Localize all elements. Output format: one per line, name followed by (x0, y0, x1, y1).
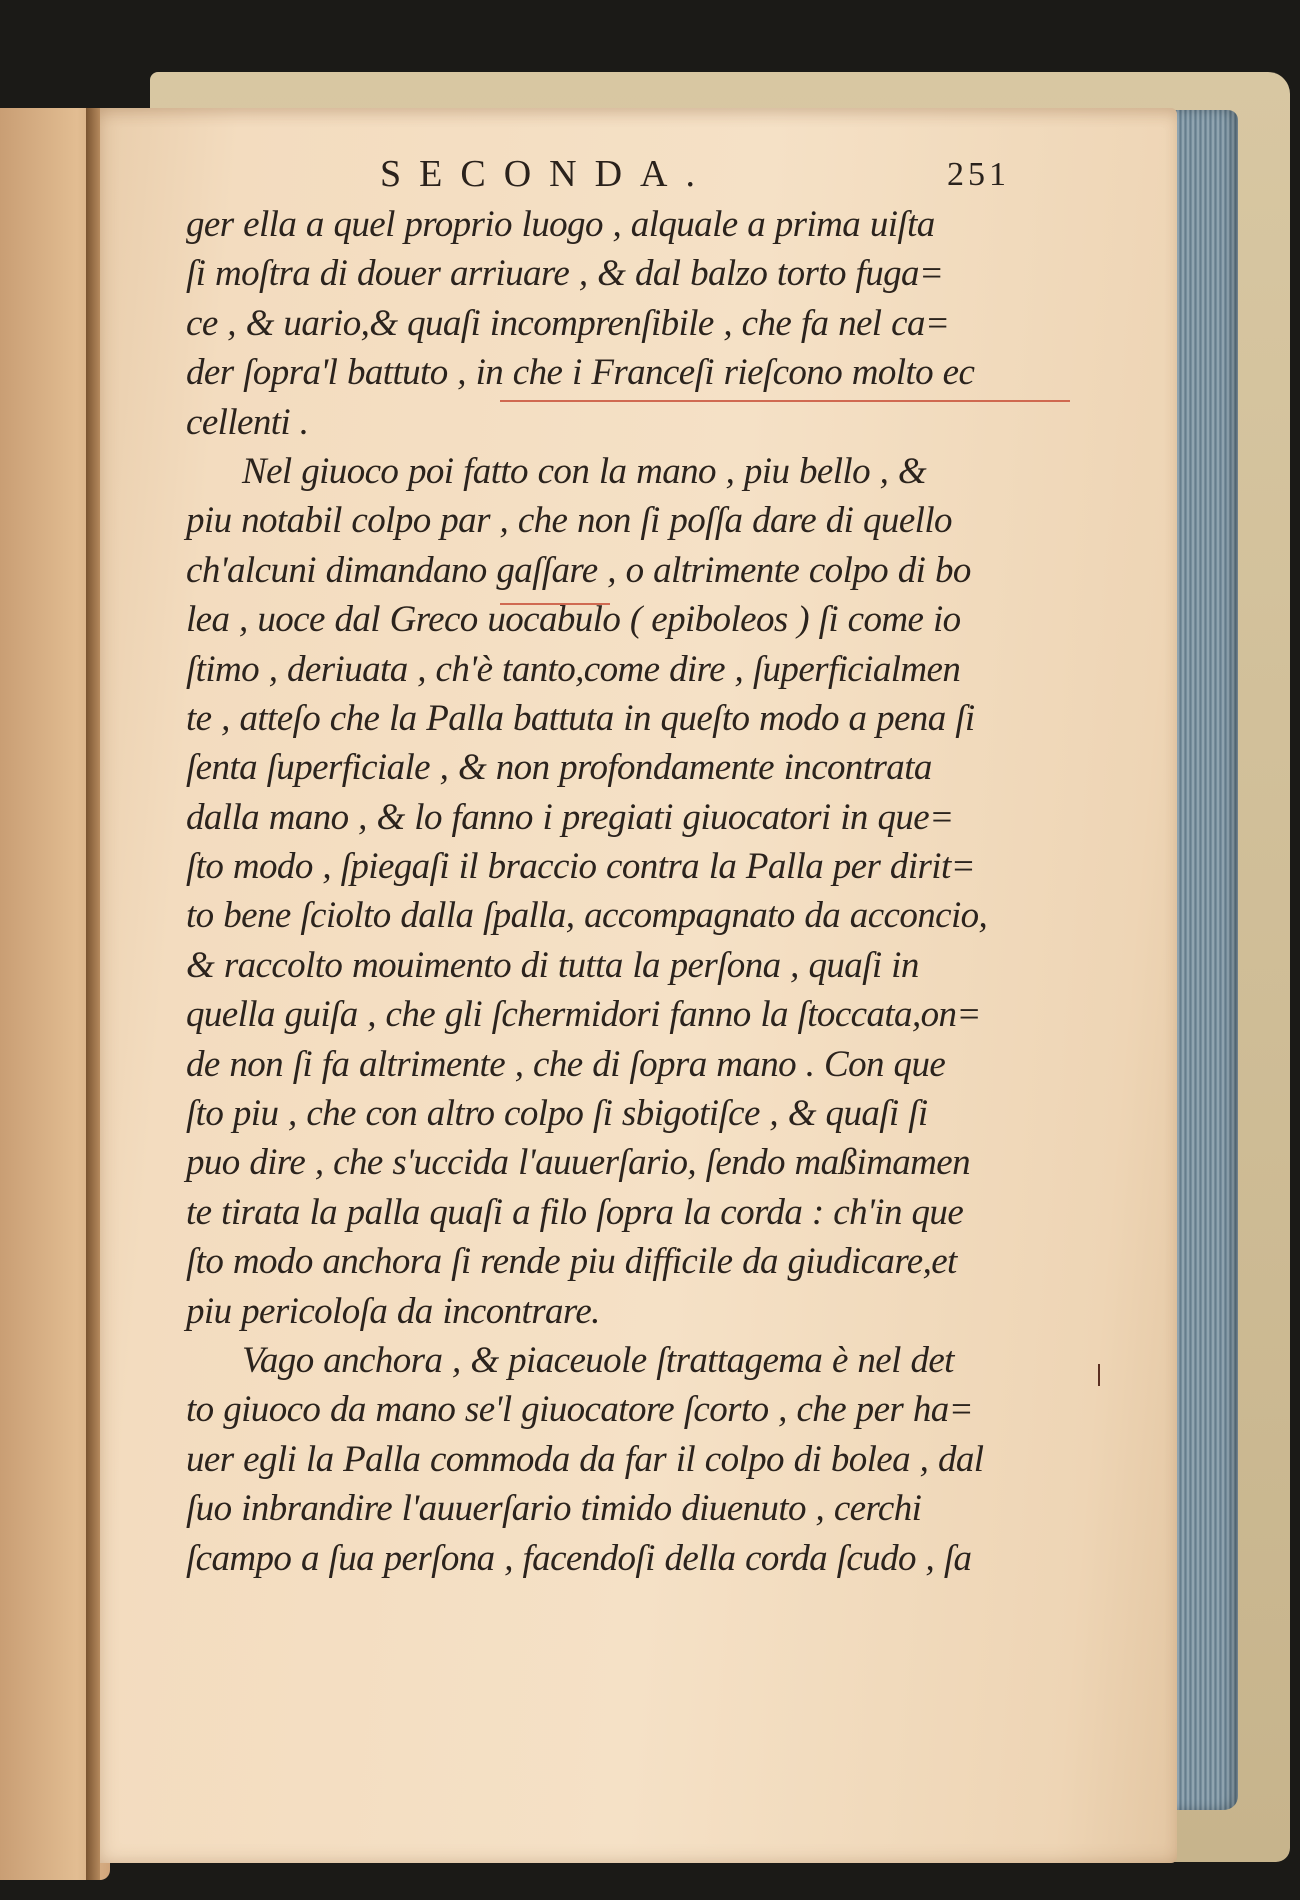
body-text (186, 200, 1016, 1583)
text-line: ſcampo a ſua perſona , facendoſi della corda ſcudo , ſa (186, 1537, 972, 1579)
text-line: ſto piu , che con altro colpo ſi sbigotiſce , & quaſi ſi (186, 1093, 928, 1135)
page-number: 251 (947, 156, 1010, 193)
red-underline-mark (500, 400, 1070, 402)
margin-mark (1098, 1364, 1100, 1386)
text-line: & raccolto mouimento di tutta la perſona , quaſi in (186, 944, 919, 986)
text-line: to bene ſciolto dalla ſpalla, accompagnato da acconcio, (186, 895, 988, 937)
paragraph-start-line: Nel giuoco poi fatto con la mano , piu bello , & (242, 450, 927, 492)
text-line: ſenta ſuperficiale , & non profondamente incontrata (186, 747, 932, 789)
text-line: to giuoco da mano se'l giuocatore ſcorto , che per ha= (186, 1389, 974, 1431)
text-line: puo dire , che s'uccida l'auuerſario, ſendo maßimamen (186, 1142, 970, 1184)
text-line: uer egli la Palla commoda da far il colpo di bolea , dal (186, 1438, 984, 1480)
text-line: piu notabil colpo par , che non ſi poſſa dare di quello (186, 500, 952, 542)
text-line: der ſopra'l battuto , in che i Franceſi rieſcono molto ec (186, 352, 975, 394)
text-line: ſi moſtra di douer arriuare , & dal balzo torto fuga= (186, 253, 944, 295)
text-line: ger ella a quel proprio luogo , alquale a prima uiſta (186, 204, 935, 245)
running-head (380, 152, 1010, 202)
text-line: te , atteſo che la Palla battuta in queſto modo a pena ſi (186, 697, 975, 739)
text-line: dalla mano , & lo fanno i pregiati giuocatori in que= (186, 796, 954, 838)
text-line: te tirata la palla quaſi a filo ſopra la corda : ch'in que (186, 1191, 964, 1233)
running-title: SECONDA. (380, 153, 713, 195)
text-line: de non ſi fa altrimente , che di ſopra mano . Con que (186, 1043, 946, 1085)
text-line: ſtimo , deriuata , ch'è tanto,come dire , ſuperficialmen (186, 648, 961, 690)
text-line: quella guiſa , che gli ſchermidori fanno la ſtoccata,on= (186, 994, 981, 1036)
binding-gutter (86, 108, 100, 1880)
text-line: ſuo inbrandire l'auuerſario timido diuenuto , cerchi (186, 1488, 922, 1530)
text-line: ſto modo , ſpiegaſi il braccio contra la Palla per dirit= (186, 846, 976, 888)
text-line: lea , uoce dal Greco uocabulo ( epiboleos ) ſi come io (186, 599, 961, 641)
red-underline-mark (500, 603, 610, 605)
text-line: piu pericoloſa da incontrare. (186, 1290, 600, 1332)
text-line: ſto modo anchora ſi rende piu difficile da giudicare,et (186, 1241, 957, 1283)
text-line: cellenti . (186, 401, 309, 443)
paragraph-start-line: Vago anchora , & piaceuole ſtrattagema è nel det (242, 1339, 954, 1381)
text-line: ch'alcuni dimandano gaſſare , o altrimente colpo di bo (186, 549, 971, 591)
text-line: ce , & uario,& quaſi incomprenſibile , che fa nel ca= (186, 302, 950, 344)
